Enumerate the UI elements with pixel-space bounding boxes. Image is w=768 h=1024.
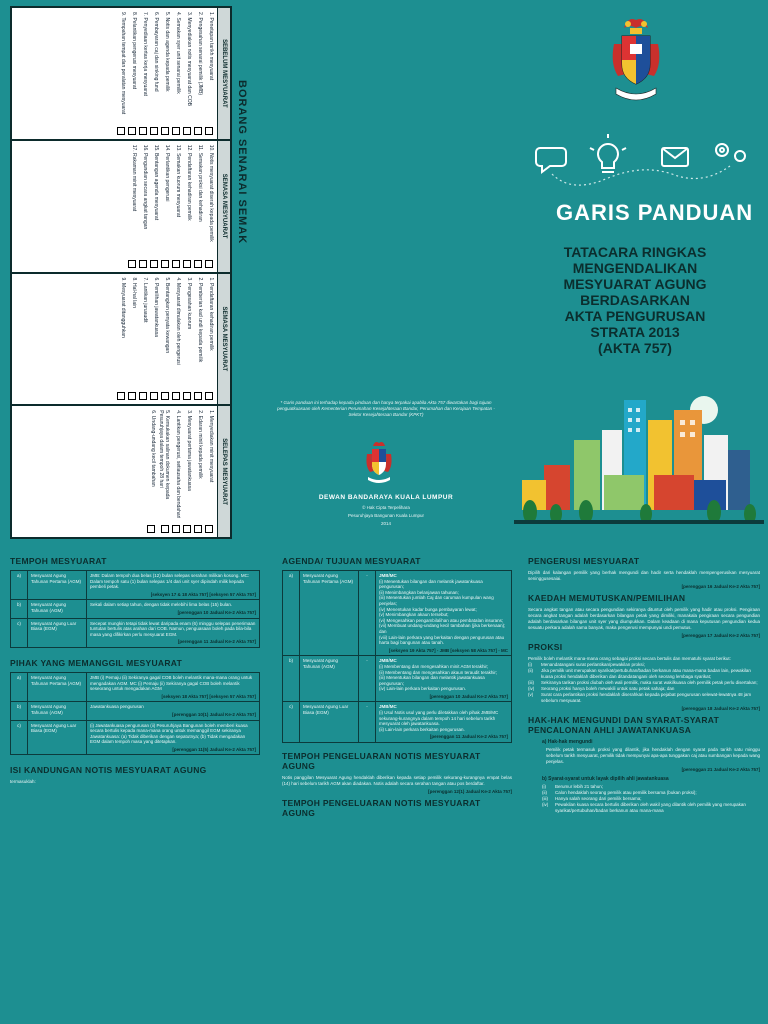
checkbox[interactable]	[150, 392, 158, 400]
checklist-item	[139, 145, 148, 268]
checkbox[interactable]	[183, 525, 191, 533]
checklist-item	[161, 12, 170, 135]
cover-panel	[256, 0, 768, 545]
row-text: JMB: Dalam tempoh dua belas (12) bulan selepas serahan milikan kosong. MC: Dalam tempoh satu (1) bulan selepas 1/4 dari unit syer dipindah milik kepada pembeli petak.	[90, 573, 250, 590]
checklist-item	[194, 12, 203, 135]
checklist-item-text: 5. Kemukakan salinan dokumen kepada Pesuruhjaya dalam tempoh 28 hari	[158, 410, 170, 500]
checklist-item-text: 6. Pembayaran caj dan sinking fund	[153, 12, 159, 92]
guide-heading: GARIS PANDUAN	[556, 200, 754, 225]
checkbox[interactable]	[183, 127, 191, 135]
agenda-item: (iv) Menentukan kadar bunga pembayaran lewat;	[379, 606, 477, 612]
agenda-item: (iii) Menentukan bilangan dan melantik jawatankuasa pengurusan;	[379, 675, 485, 686]
checklist-item-text: 1. Penetapan tarikh mesyuarat	[208, 12, 214, 81]
list-item-number: (iii)	[542, 796, 548, 801]
list-item-text: Calon hendaklah seorang pemilik atau pemilik bersama (bukan proksi);	[555, 790, 697, 795]
checklist-item-text: 1. Menyediakan minit mesyuarat	[208, 410, 214, 483]
list-item-number: (iv)	[542, 802, 549, 807]
checkbox[interactable]	[161, 260, 169, 268]
row-number: b)	[11, 600, 28, 618]
row-label: Mesyuarat Agung Tahunan (AGM)	[300, 656, 359, 702]
checklist-column	[12, 141, 230, 274]
city-skyline-illustration	[514, 380, 764, 540]
agenda-item: (i) Membentang dan mengesahkan minit AGM terakhir;	[379, 663, 489, 669]
section-title-hak: HAK-HAK MENGUNDI DAN SYARAT-SYARAT PENCALONAN AHLI JAWATANKUASA	[528, 715, 720, 735]
tempoh-table	[10, 570, 260, 648]
agenda-item: (vi) Mengesahkan pengambilalihan atau pembatalan insurans;	[379, 617, 504, 623]
pengerusi-ref: [perenggan 16 Jadual Ke-2 Akta 757]	[681, 584, 760, 589]
list-item-number: (v)	[528, 692, 534, 697]
list-item-text: Berumur lebih 21 tahun;	[555, 784, 604, 789]
checklist-column-header: SEMASA MESYUARAT	[217, 141, 230, 272]
row-reference: [perenggan 10 Jadual Ke-2 Akta 757]	[429, 693, 508, 699]
row-number: a)	[283, 571, 300, 656]
list-item	[528, 668, 760, 680]
checklist-item	[183, 145, 192, 268]
list-item-number: (i)	[528, 662, 532, 667]
checklist-item-text: 2. Pengesahan senarai pemilik (JMB)	[197, 12, 203, 96]
checkbox[interactable]	[161, 525, 169, 533]
checklist-item	[183, 410, 192, 533]
row-content	[87, 702, 260, 720]
checkbox[interactable]	[139, 260, 147, 268]
row-text: (i) Jawatankuasa pengurusan (ii) Pesuruhjaya Bangunan boleh memberi kuasa secara bertulis kepada mana-mana orang untuk memanggil EGM sekiranya Jawatankuasa: (a) Tidak diberikan dengan sepatutnya; (b) Tidak mengadakan EGM dalam tempoh masa yang ditetapkan.	[90, 722, 248, 745]
checkbox[interactable]	[172, 260, 180, 268]
row-label: Mesyuarat Agung Luar Biasa (EGM)	[28, 720, 87, 755]
checkbox[interactable]	[139, 392, 147, 400]
kaedah-text: Secara angkat tangan atau secara pengundian sekiranya dituntut oleh pemilik yang hadir atau proksi. Pengiraan secara angkat tangan adalah berdasarkan bilangan petak yang dimiliki, manakala pengiraan secara pengundian adalah berdasarkan bilangan unit syer yang diumpukkan. Dalam keadaan di mana keputusan pengundian kedua sesuatu perkara adalah sama banyak, maka pengerusi mempunyai undi pemutus.	[528, 607, 760, 630]
title-line: MESYUARAT AGUNG	[563, 276, 707, 292]
checklist-item	[117, 12, 126, 135]
title-line: STRATA 2013	[590, 324, 680, 340]
checklist-item	[194, 410, 203, 533]
hak-a-ref: [perenggan 21 Jadual Ke-2 Akta 757]	[681, 767, 760, 772]
proksi-intro: Pemilik boleh melantik mana-mana orang sebagai proksi secara bertulis dan mematuhi syarat berikut:	[528, 656, 731, 661]
pihak-table	[10, 672, 260, 756]
table-row	[283, 702, 512, 743]
list-item-text: Pewakilan kuasa secara bertulis diberikan oleh wakil yang dilantik oleh pemilik yang merupakan syarikat/pertubuhan/badan berkanun atau mana-mana	[555, 802, 746, 813]
checklist-table	[10, 6, 232, 539]
checklist-item	[205, 278, 214, 401]
list-item-text: Hanya salah seorang dari pemilik bersama;	[555, 796, 642, 801]
checkbox[interactable]	[194, 127, 202, 135]
checklist-item	[150, 278, 159, 401]
checklist-item-text: 1. Pendaftaran kehadiran pemilik	[208, 277, 214, 351]
row-dash: -	[359, 656, 376, 702]
column-agenda	[282, 552, 512, 1024]
checklist-item	[194, 278, 203, 401]
row-content	[376, 656, 512, 702]
proksi-list	[528, 662, 760, 704]
checklist-item-text: 8. Pelantikan pengerusi mesyuarat	[131, 12, 137, 89]
checklist-item-text: 7. Lantikan juruaudit	[142, 277, 148, 323]
table-row	[283, 656, 512, 702]
row-reference: [perenggan 11(5) Jadual Ke-2 Akta 757]	[172, 746, 256, 752]
checklist-item-text: 16. Pengundian secara angkat tangan	[142, 144, 148, 230]
row-label: Mesyuarat Agung Tahunan (AGM)	[28, 702, 87, 720]
agenda-item: (ii) Menimbangkan belanjawan tahunan;	[379, 589, 459, 595]
checklist-item	[139, 12, 148, 135]
checklist-item	[150, 145, 159, 268]
checklist-item	[194, 145, 203, 268]
row-label: Mesyuarat Agung Tahunan Pertama (AGM)	[28, 571, 87, 600]
section-title-pihak: PIHAK YANG MEMANGGIL MESYUARAT	[10, 657, 183, 668]
proksi-ref: [perenggan 18 Jadual Ke-2 Akta 757]	[681, 706, 760, 711]
row-dash: -	[359, 702, 376, 743]
checklist-item-text: 14. Perlantikan pengerusi	[164, 144, 170, 202]
agenda-item: (viii) Lain-lain perkara yang berkaitan dengan pengurusan atau harta bagi bangunan atau tanah.	[379, 634, 505, 646]
disclaimer-note: * Garis panduan ini terhadap kepada pindaan dan hanya terpakai apabila Akta 757 diwartakan bagi tujuan penguatkuasaan oleh Kementerian Perumahan Kesejahteraan Bandar, Perumahan dan Kerajaan Tempatan - Sektor Kesejahteraan Bandar (KPKT)	[277, 400, 495, 417]
checkbox[interactable]	[150, 127, 158, 135]
row-number: c)	[11, 720, 28, 755]
row-reference: [seksyen 17 & 18 Akta 757] [seksyen 57 Akta 757]	[150, 591, 256, 597]
row-reference: [perenggan 10 Jadual Ke-2 Akta 757]	[177, 609, 256, 615]
section-title-pengeluaran: TEMPOH PENGELUARAN NOTIS MESYUARAT AGUNG	[282, 751, 481, 772]
checklist-item-text: 3. Menyediakan notis mesyuarat dan COB	[186, 12, 192, 106]
checkbox[interactable]	[128, 127, 136, 135]
table-row	[11, 600, 260, 618]
list-item-text: Sekiranya tarikan proksi diubah oleh wali pemilik, maka surat wakilkuasa oleh pemilik petak perlu disertakan;	[541, 680, 758, 685]
agenda-table	[282, 570, 512, 743]
agenda-item: (iii) Menentukan jumlah Caj dan caruman kumpulan wang penjelas;	[379, 595, 494, 606]
icon-row-graphic	[532, 134, 768, 200]
section-title-agenda: AGENDA/ TUJUAN MESYUARAT	[282, 556, 421, 566]
table-row	[11, 702, 260, 720]
checkbox[interactable]	[139, 127, 147, 135]
list-item-text: Seorang proksi hanya boleh mewakili untuk satu petak sahaja; dan	[541, 686, 675, 691]
checklist-item-text: 7. Penyediaan kertas kerja mesyuarat	[142, 12, 148, 96]
row-type: JMB/MC	[379, 573, 397, 578]
row-reference: [seksyen 19 Akta 757] - JMB [seksyen 58 Akta 757] - MC	[389, 647, 508, 653]
list-item-number: (i)	[542, 784, 546, 789]
checklist-item	[147, 410, 156, 533]
checklist-item	[183, 12, 192, 135]
checklist-item-text: 9. Tempahan tempat dan peralatan mesyuarat	[120, 12, 126, 115]
department-text: Pesuruhjaya Bangunan Kuala Lumpur	[347, 513, 425, 518]
section-title-pengerusi: PENGERUSI MESYUARAT	[528, 556, 640, 566]
isi-text: termasuklah:	[10, 779, 36, 785]
row-content	[87, 600, 260, 618]
column-pengerusi-proksi	[528, 552, 760, 1024]
checkbox[interactable]	[194, 260, 202, 268]
title-line: BERDASARKAN	[580, 292, 690, 308]
checkbox[interactable]	[205, 392, 213, 400]
guide-title	[530, 244, 740, 356]
checkbox[interactable]	[205, 525, 213, 533]
checkbox[interactable]	[117, 127, 125, 135]
table-row	[11, 720, 260, 755]
checklist-item-text: 2. Edaran minit kepada pemilik	[197, 410, 203, 479]
row-number: c)	[283, 702, 300, 743]
checklist-item-text: 12. Pendaftaran kehadiran pemilik	[186, 144, 192, 221]
agenda-item: (ii) Lain-lain perkara berkaitan pengurusan.	[379, 726, 465, 732]
row-reference: [perenggan 11 Jadual Ke-2 Akta 757]	[177, 639, 256, 645]
agenda-item: (iv) Lain-lain perkara berkaitan pengurusan.	[379, 686, 467, 692]
checkbox[interactable]	[205, 127, 213, 135]
hak-sub-a: a) Hak-hak mengundi	[542, 739, 593, 745]
section-title-tempoh: TEMPOH MESYUARAT	[10, 556, 107, 566]
list-item-text: Surat cara perlantikan proksi hendaklah diserahkan kepada pejabat pengurusan selewat-lewatnya 48 jam sebelum mesyuarat.	[541, 692, 752, 703]
row-content	[376, 702, 512, 743]
title-line: (AKTA 757)	[598, 340, 672, 356]
checkbox[interactable]	[183, 260, 191, 268]
list-item-number: (iii)	[528, 680, 534, 685]
checklist-item-text: 15. Bentangan agenda mesyuarat	[153, 144, 159, 221]
checkbox[interactable]	[183, 392, 191, 400]
row-text: JMB (i) Pemaju (ii) Sekiranya gagal COB boleh melantik mana-mana orang untuk mengadakan AGM. MC (i) Pemaju (ii) Sekiranya gagal COB boleh melantik seseorang untuk mengadakan AGM	[90, 674, 253, 692]
checkbox[interactable]	[205, 260, 213, 268]
row-content	[87, 672, 260, 701]
row-label: Mesyuarat Agung Luar Biasa (EGM)	[28, 618, 87, 647]
organisation-name: DEWAN BANDARAYA KUALA LUMPUR	[318, 494, 454, 501]
dbkl-crest-logo	[364, 440, 394, 484]
checklist-item	[183, 278, 192, 401]
title-line: TATACARA RINGKAS	[563, 244, 707, 260]
kaedah-ref: [perenggan 17 Jadual Ke-2 Akta 757]	[681, 633, 760, 638]
checklist-item-text: 17. Rakaman minit mesyuarat	[131, 144, 137, 212]
checklist-item	[172, 278, 181, 401]
checklist-item-text: 8. Hal-hal lain	[131, 277, 137, 309]
checkbox[interactable]	[194, 525, 202, 533]
checklist-item-text: 10. Notis mesyuarat diserah kepada pemilik	[208, 144, 214, 242]
row-number: b)	[11, 702, 28, 720]
table-row	[11, 618, 260, 647]
checklist-column-header: SEBELUM MESYUARAT	[217, 8, 230, 139]
agenda-item: (vii) Membuat undang-undang kecil tambahan (jika berkenaan); dan	[379, 623, 506, 634]
checklist-item	[205, 12, 214, 135]
checklist-item-text: 3. Mesyuarat pertama jawatankuasa	[186, 410, 192, 491]
table-row	[11, 571, 260, 600]
checkbox[interactable]	[161, 127, 169, 135]
copyright-text: © Hak Cipta Terpelihara	[362, 505, 410, 510]
checklist-item	[161, 278, 170, 401]
checklist-item	[128, 12, 137, 135]
row-type: JMB/MC	[379, 658, 397, 664]
row-content	[376, 571, 512, 656]
checkbox[interactable]	[194, 392, 202, 400]
section-title-isi: ISI KANDUNGAN NOTIS MESYUARAT AGUNG	[10, 765, 207, 776]
section-title-pengeluaran-2: TEMPOH PENGELUARAN NOTIS MESYUARAT AGUNG	[282, 798, 481, 819]
agenda-item: (i) Usul Notis usul yang perlu diletakkan oleh pihak JMB/MC sekurang-kurangnya dalam tempoh 14 hari sebelum tarikh mesyuarat oleh jawatankuasa.	[379, 710, 499, 727]
row-number: a)	[11, 672, 28, 701]
row-dash: -	[359, 571, 376, 656]
checklist-column-body	[12, 406, 217, 537]
row-number: b)	[283, 656, 300, 702]
envelope-icon	[662, 148, 688, 166]
checklist-item-text: 11. Semakan proksi dan kehadiran	[197, 144, 203, 222]
agenda-item: (i) Menentukan bilangan dan melantik jawatankuasa pengurusan;	[379, 578, 483, 590]
year-text: 2014	[380, 521, 391, 526]
checkbox[interactable]	[172, 127, 180, 135]
checkbox[interactable]	[172, 525, 180, 533]
row-content	[87, 618, 260, 647]
row-label: Mesyuarat Agung Tahunan (AGM)	[28, 600, 87, 618]
row-number: c)	[11, 618, 28, 647]
pengeluaran-text: Notis panggilan Mesyuarat Agung hendaklah diberikan kepada setiap pemilik sekurang-kurangnya empat belas (14) hari sebelum tarikh AGM akan diadakan. Notis adalah secara serahan tangan atau pos berdaftar.	[282, 775, 512, 787]
checklist-item	[161, 145, 170, 268]
coat-of-arms-logo	[606, 14, 666, 104]
checklist-item-text: 5. Bentangkan penyata kewangan	[164, 277, 170, 354]
list-item-number: (ii)	[542, 790, 547, 795]
lightbulb-icon	[590, 134, 626, 172]
checklist-item-text: 6. Undang-undang kecil tambahan	[150, 410, 156, 487]
checklist-column-header: SELEPAS MESYUARAT	[217, 406, 230, 537]
checkbox[interactable]	[147, 525, 155, 533]
checklist-column	[12, 406, 230, 537]
checklist-item-text: 2. Pemberian kad undi kepada pemilik	[197, 277, 203, 363]
pengeluaran-ref: [perenggan 12(1) Jadual Ke-2 Akta 757]	[428, 789, 512, 795]
checklist-item-text: 3. Pengesahan kuorum	[186, 277, 192, 330]
checklist-item-text: 4. Semakan syer unit senarai pemilik	[175, 12, 181, 94]
row-type: JMB/MC	[379, 704, 397, 710]
row-label: Mesyuarat Agung Luar Biasa (EGM)	[300, 702, 359, 743]
checklist-item	[172, 12, 181, 135]
checklist-item-text: 4. Lantikan pengerusi, setiausaha dan bendahari	[175, 410, 181, 519]
list-item-number: (iv)	[528, 686, 535, 691]
hak-a-text: Pemilik petak termasuk proksi yang dilantik, jika hendaklah dengan syarat pada tarikh satu minggu sebelum tarikh mesyuarat, pemilik tidak mempunyai apa-apa tunggakan caj atau sumbangan kepada wang penjelas.	[546, 747, 760, 764]
chat-bubble-icon	[536, 148, 566, 172]
row-label: Mesyuarat Agung Tahunan Pertama (AGM)	[300, 571, 359, 656]
checkbox[interactable]	[128, 392, 136, 400]
checklist-item-text: 6. Pemilihan jawatankuasa	[153, 277, 159, 337]
checklist-column-body	[12, 274, 217, 405]
row-text: Sekali dalam setiap tahun, dengan tidak melebihi lima belas (15) bulan.	[90, 602, 233, 608]
checklist-item	[158, 410, 170, 533]
checklist-item	[172, 410, 181, 533]
table-row	[11, 672, 260, 701]
checklist-panel	[0, 0, 256, 545]
row-label: Mesyuarat Agung Tahunan Pertama (AGM)	[28, 672, 87, 701]
row-reference: [perenggan 11 Jadual Ke-2 Akta 757]	[429, 734, 508, 740]
checklist-item	[205, 410, 214, 533]
checklist-item-text: 5. Notis dan agenda kepada pemilik	[164, 12, 170, 92]
list-item-text: Menandatangani surat perlantikan/pewakilan proksi;	[541, 662, 645, 667]
row-text: Secepat mungkin tetapi tidak lewat daripada enam (6) minggu selepas penerimaan tuntutan bertulis atas arahan dari COB. Namun, penguasaan boleh pada bila-bila masa yang difikirkan perlu mesyuarat EGM.	[90, 620, 256, 637]
checklist-item	[172, 145, 181, 268]
list-item	[528, 692, 760, 704]
checklist-column-body	[12, 141, 217, 272]
checkbox[interactable]	[150, 260, 158, 268]
list-item	[542, 802, 760, 814]
checklist-item-text: 9. Mesyuarat ditangguhkan	[120, 277, 126, 338]
checklist-item	[117, 278, 126, 401]
checkbox[interactable]	[172, 392, 180, 400]
agenda-item: (v) Menimbangkan akaun tersebut;	[379, 612, 449, 618]
table-row	[283, 571, 512, 656]
checkbox[interactable]	[128, 260, 136, 268]
checklist-column-body	[12, 8, 217, 139]
title-line: MENGENDALIKAN	[572, 260, 698, 276]
row-content	[87, 571, 260, 600]
checklist-item	[150, 12, 159, 135]
checklist-title: BORANG SENARAI SEMAK	[236, 80, 248, 245]
checklist-item	[139, 278, 148, 401]
list-item-text: Jika pemilik unit merupakan syarikat/pertubuhan/badan berkanun atau mana-mana badan lain, pewakilan kuasa proksi hendaklah diberikan dan ditandatangani oleh seorang lembaga syarikat;	[541, 668, 751, 679]
row-text: Jawatankuasa pengurusan	[90, 704, 144, 710]
row-reference: [seksyen 18 Akta 757] [seksyen 57 Akta 757]	[161, 693, 256, 699]
checklist-item	[128, 278, 137, 401]
checklist-column	[12, 8, 230, 141]
title-line: AKTA PENGURUSAN	[564, 308, 706, 324]
checkbox[interactable]	[117, 392, 125, 400]
row-content	[87, 720, 260, 755]
gears-icon	[716, 144, 745, 161]
checklist-item	[128, 145, 137, 268]
checklist-item-text: 13. Semakan kuorum mesyuarat	[175, 144, 181, 218]
checklist-item	[205, 145, 214, 268]
agenda-item: (ii) Membentang dan mengesahkan akaun teraudit terakhir;	[379, 669, 498, 675]
hak-b-list	[528, 784, 760, 814]
row-reference: [perenggan 10(1) Jadual Ke-2 Akta 757]	[172, 711, 256, 717]
checklist-column-header: SEMASA MESYUARAT	[217, 274, 230, 405]
checklist-item-text: 4. Mesyuarat dimulakan oleh pengerusi	[175, 277, 181, 365]
row-number: a)	[11, 571, 28, 600]
checkbox[interactable]	[161, 392, 169, 400]
checklist-column	[12, 274, 230, 407]
section-title-kaedah: KAEDAH MEMUTUSKAN/PEMILIHAN	[528, 593, 686, 603]
hak-sub-b: b) Syarat-syarat untuk layak dipilih ahli jawatankuasa	[542, 776, 669, 782]
pengerusi-text: Dipilih dari kalangan pemilik yang berhak mengundi dan hadir serta hendaklah mempengerusikan mesyuarat seninggusesaiai.	[528, 570, 760, 581]
section-title-proksi: PROKSI	[528, 642, 563, 652]
column-tempoh-pihak	[10, 552, 260, 1024]
list-item-number: (ii)	[528, 668, 533, 673]
